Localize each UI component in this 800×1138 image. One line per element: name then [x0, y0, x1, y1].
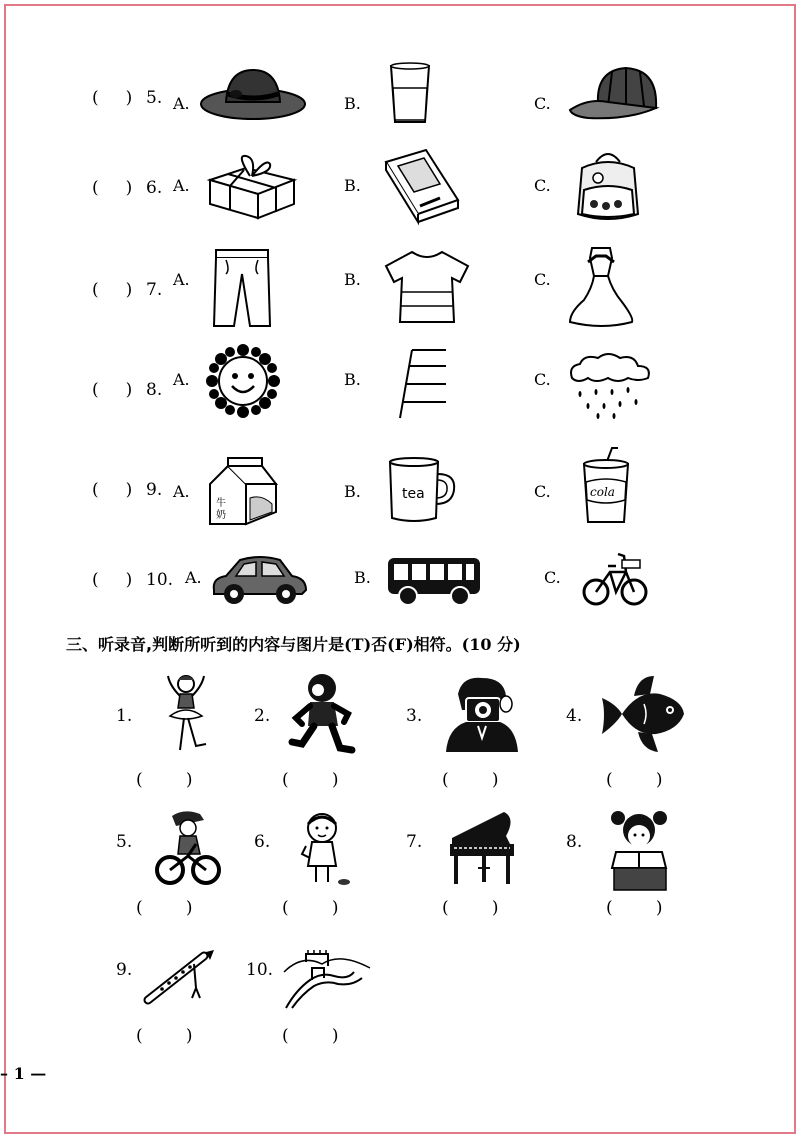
- answer-paren[interactable]: ( ): [282, 1026, 339, 1046]
- option-label: A.: [173, 370, 190, 389]
- cycling-boy-icon[interactable]: [156, 808, 220, 888]
- answer-paren[interactable]: ( ): [606, 770, 663, 790]
- item-number: 6.: [254, 832, 271, 852]
- answer-paren[interactable]: ( ): [92, 88, 133, 108]
- great-wall-icon[interactable]: [282, 950, 372, 1010]
- answer-paren[interactable]: ( ): [136, 770, 193, 790]
- heading-text: 否: [371, 635, 388, 654]
- tea-text: tea: [402, 486, 425, 502]
- option-label: A.: [173, 482, 190, 501]
- question-number: 9.: [146, 480, 163, 500]
- milk-label: 奶: [216, 510, 226, 521]
- schoolbag-icon[interactable]: [572, 148, 644, 224]
- option-label: A.: [185, 568, 202, 587]
- cap-icon[interactable]: [568, 64, 662, 124]
- answer-paren[interactable]: ( ): [282, 770, 339, 790]
- option-label: B.: [344, 94, 361, 113]
- photographer-icon[interactable]: [444, 674, 520, 754]
- question-number: 7.: [146, 280, 163, 300]
- option-label: B.: [344, 482, 361, 501]
- fish-icon[interactable]: [598, 674, 686, 754]
- bus-icon[interactable]: [386, 556, 482, 606]
- option-label: B.: [344, 176, 361, 195]
- option-label: C.: [534, 270, 551, 289]
- item-number: 3.: [406, 706, 423, 726]
- tea-cup-icon[interactable]: [386, 456, 458, 526]
- sun-icon[interactable]: [208, 346, 278, 416]
- answer-paren[interactable]: ( ): [92, 480, 133, 500]
- option-label: C.: [544, 568, 561, 587]
- question-number: 10.: [146, 570, 174, 590]
- glass-icon[interactable]: [388, 62, 432, 126]
- book-icon[interactable]: [384, 148, 460, 226]
- item-number: 9.: [116, 960, 133, 980]
- option-label: C.: [534, 482, 551, 501]
- pants-icon[interactable]: [212, 248, 272, 328]
- milk-label: 牛: [216, 498, 226, 509]
- question-number: 6.: [146, 178, 163, 198]
- rain-cloud-icon[interactable]: [568, 352, 652, 418]
- tshirt-icon[interactable]: [384, 248, 470, 326]
- option-label: B.: [354, 568, 371, 587]
- option-label: C.: [534, 370, 551, 389]
- option-label: B.: [344, 370, 361, 389]
- hat-icon[interactable]: [198, 66, 308, 122]
- item-number: 2.: [254, 706, 271, 726]
- option-label: C.: [534, 94, 551, 113]
- singing-girl-icon[interactable]: [292, 808, 356, 888]
- gift-icon[interactable]: [206, 150, 298, 220]
- option-label: C.: [534, 176, 551, 195]
- answer-paren[interactable]: ( ): [92, 178, 133, 198]
- item-number: 8.: [566, 832, 583, 852]
- answer-paren[interactable]: ( ): [92, 570, 133, 590]
- car-icon[interactable]: [210, 554, 310, 606]
- heading-true: (T): [344, 635, 372, 654]
- question-number: 5.: [146, 88, 163, 108]
- heading-text: 三、听录音,判断所听到的内容与图片是: [66, 635, 345, 654]
- item-number: 7.: [406, 832, 423, 852]
- reading-girl-icon[interactable]: [608, 808, 670, 892]
- piano-icon[interactable]: [448, 808, 520, 888]
- answer-paren[interactable]: ( ): [92, 280, 133, 300]
- ballet-dancer-icon[interactable]: [160, 672, 214, 756]
- option-label: A.: [173, 176, 190, 195]
- answer-paren[interactable]: ( ): [92, 380, 133, 400]
- option-label: B.: [344, 270, 361, 289]
- option-label: A.: [173, 270, 190, 289]
- answer-paren[interactable]: ( ): [606, 898, 663, 918]
- running-boy-icon[interactable]: [288, 672, 356, 756]
- item-number: 4.: [566, 706, 583, 726]
- item-number: 5.: [116, 832, 133, 852]
- heading-false: (F): [387, 635, 414, 654]
- answer-paren[interactable]: ( ): [136, 898, 193, 918]
- cola-text: cola: [590, 485, 615, 499]
- dress-icon[interactable]: [566, 246, 636, 328]
- answer-paren[interactable]: ( ): [282, 898, 339, 918]
- bike-icon[interactable]: [582, 548, 648, 610]
- section-heading: [66, 632, 521, 655]
- answer-paren[interactable]: ( ): [442, 770, 499, 790]
- heading-text: 相符。: [413, 635, 462, 654]
- milk-carton-icon[interactable]: [206, 454, 278, 528]
- page-number: – 1 —: [0, 1064, 47, 1083]
- wind-icon[interactable]: [398, 348, 450, 420]
- question-number: 8.: [146, 380, 163, 400]
- option-label: A.: [173, 94, 190, 113]
- heading-score: (10 分): [461, 635, 521, 654]
- cola-cup-icon[interactable]: [582, 446, 630, 526]
- flute-icon[interactable]: [142, 948, 216, 1010]
- answer-paren[interactable]: ( ): [442, 898, 499, 918]
- item-number: 10.: [246, 960, 274, 980]
- item-number: 1.: [116, 706, 133, 726]
- answer-paren[interactable]: ( ): [136, 1026, 193, 1046]
